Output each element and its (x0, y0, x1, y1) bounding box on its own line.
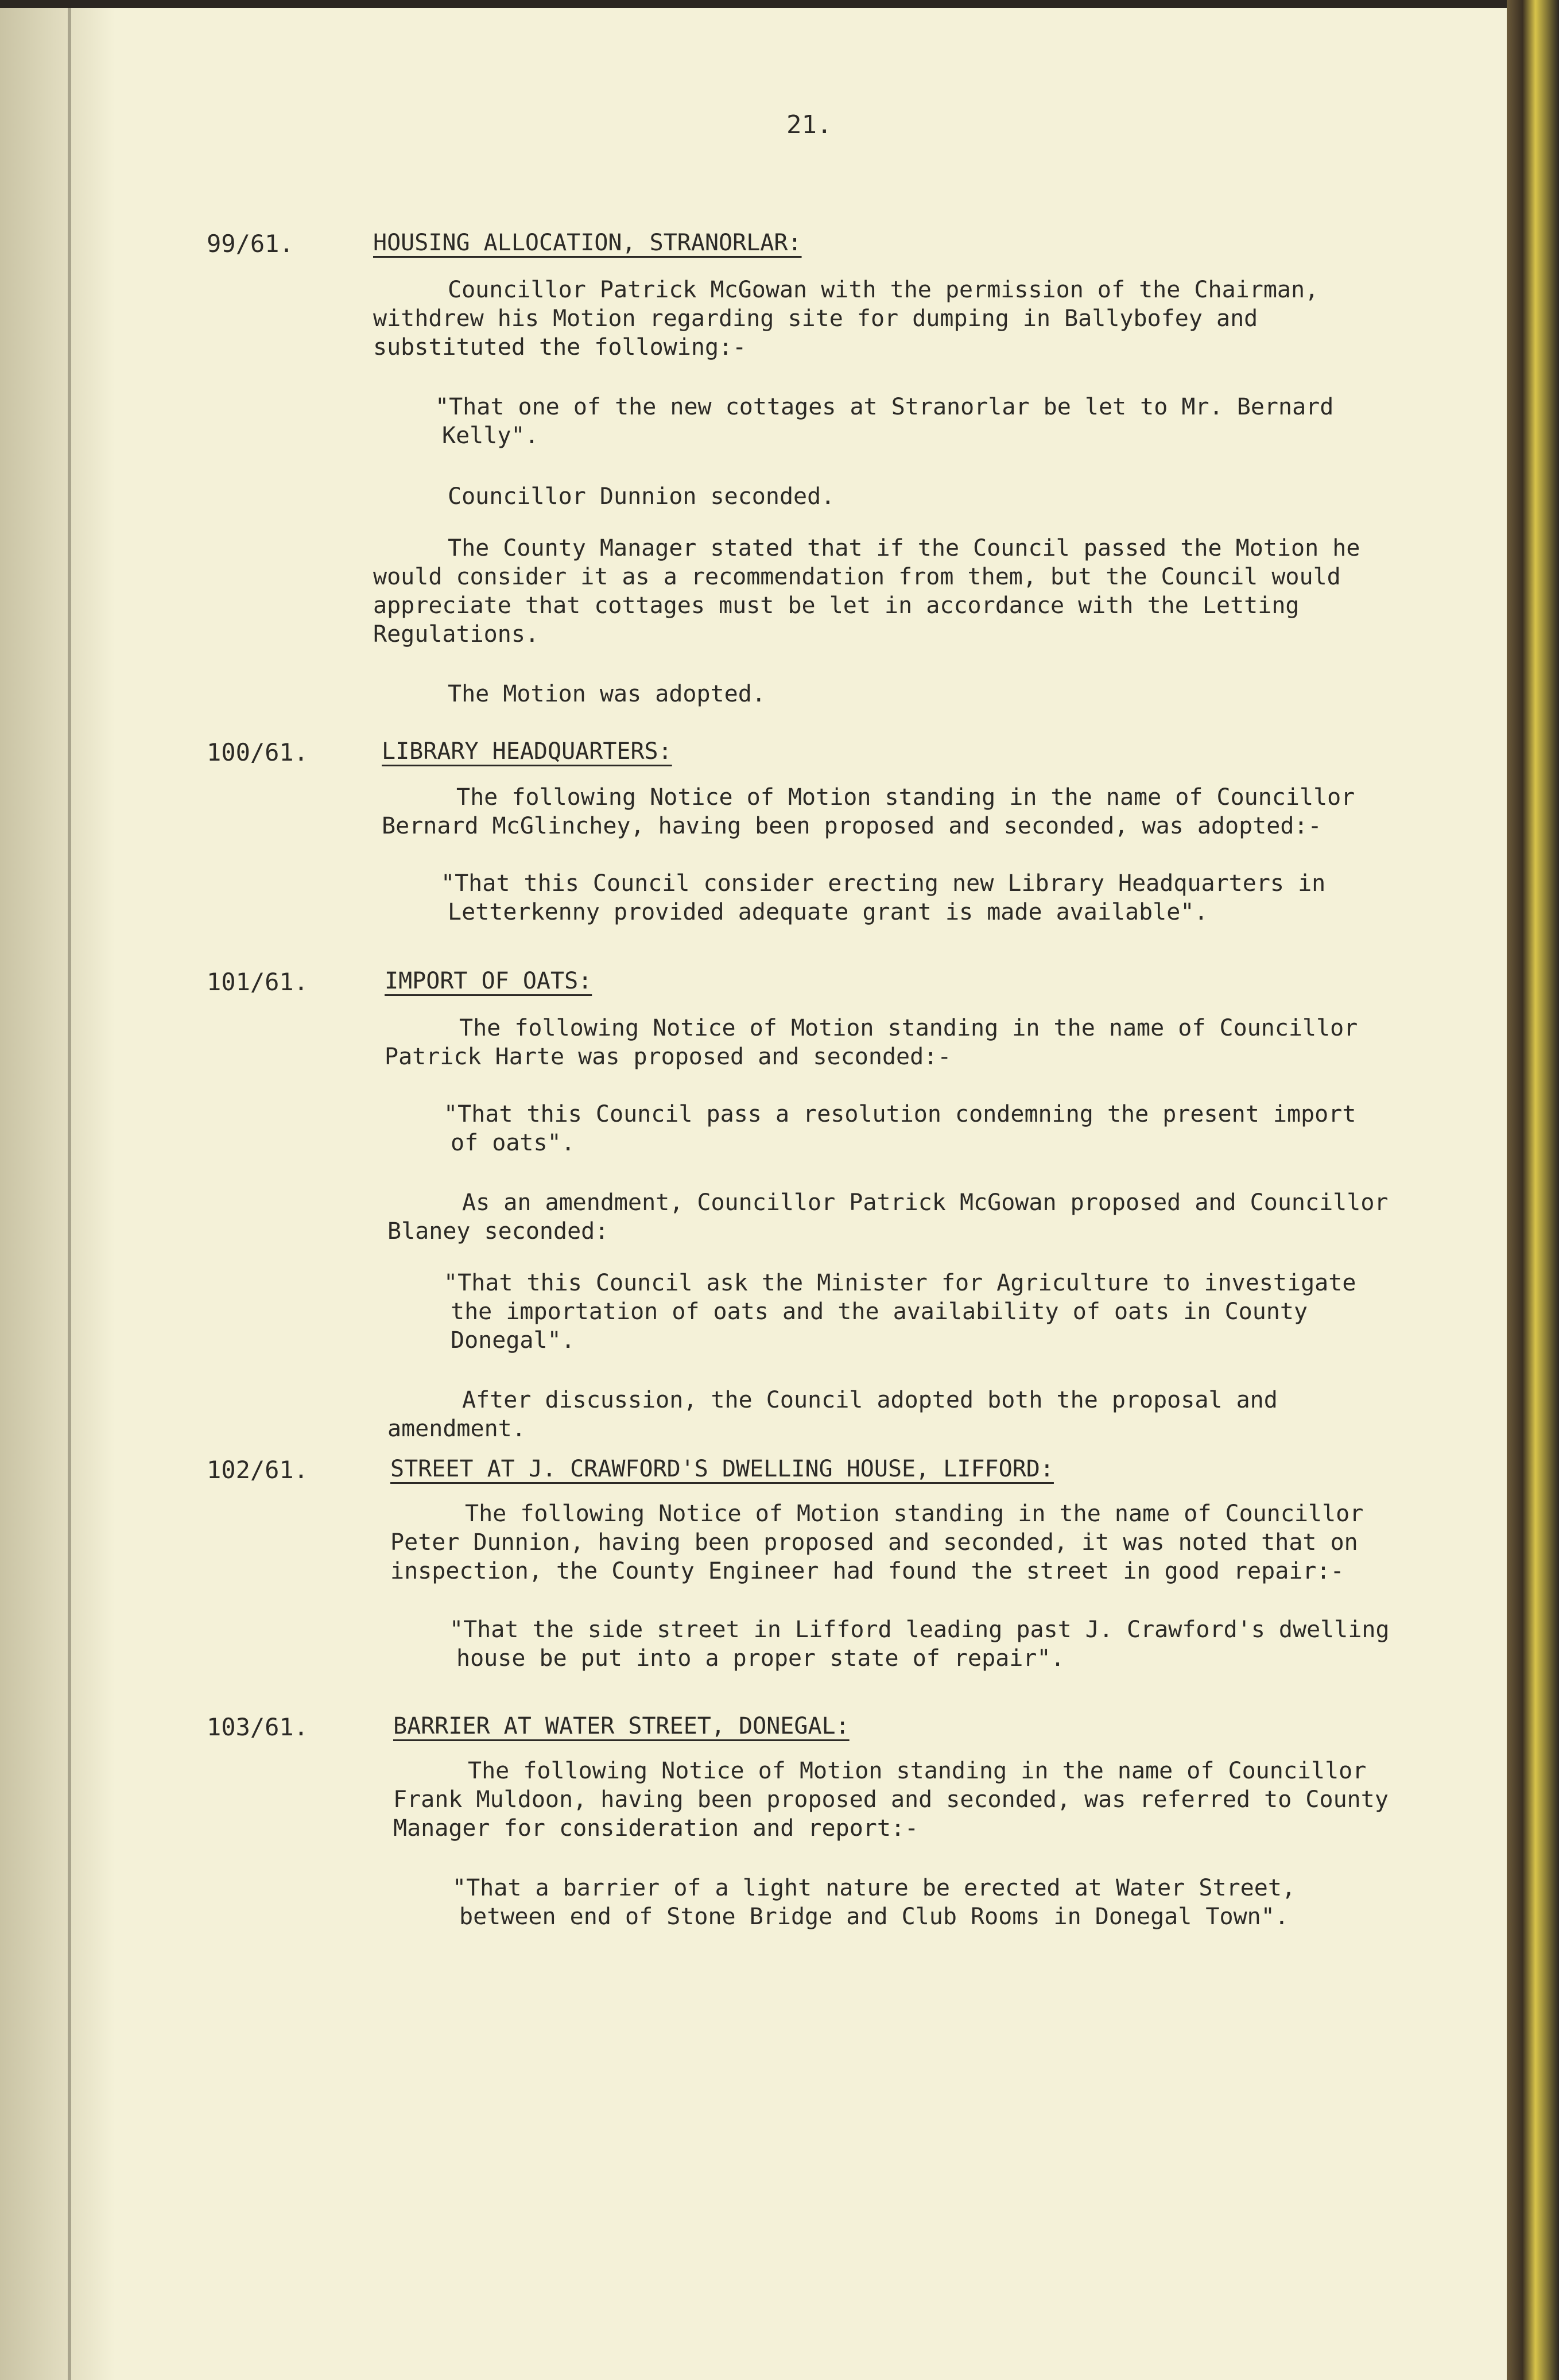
minute-ref: 103/61. (207, 1713, 309, 1741)
minute-heading: HOUSING ALLOCATION, STRANORLAR: (373, 230, 802, 256)
minute-ref: 102/61. (207, 1456, 309, 1484)
minute-paragraph: Councillor Dunnion seconded. (448, 483, 835, 510)
motion-quote: "That this Council pass a resolution condemning the present import of oats". (444, 1101, 1356, 1156)
minute-paragraph: As an amendment, Councillor Patrick McGowan proposed and Councillor Blaney seconded: (387, 1189, 1389, 1245)
book-edge (1507, 0, 1559, 2380)
motion-quote: "That a barrier of a light nature be erected at Water Street, between end of Stone Bridge and Club Rooms in Donegal Town". (452, 1875, 1296, 1930)
minute-paragraph: The following Notice of Motion standing in the name of Councillor Peter Dunnion, having been proposed and seconded, it was noted that on inspection, the County Engineer had found the street in good repair:- (390, 1501, 1364, 1584)
minute-paragraph: After discussion, the Council adopted both the proposal and amendment. (387, 1387, 1278, 1442)
minute-ref: 100/61. (207, 738, 309, 766)
minute-ref: 101/61. (207, 968, 309, 996)
binding-edge (68, 8, 71, 2380)
motion-quote: "That the side street in Lifford leading past J. Crawford's dwelling house be put into a proper state of repair". (449, 1617, 1390, 1672)
minute-ref: 99/61. (207, 230, 294, 258)
minute-paragraph: The County Manager stated that if the Council passed the Motion he would consider it as a recommendation from them, but the Council would appreciate that cottages must be let in accordance with the Letting Regulations. (373, 535, 1360, 648)
binding-shadow (0, 8, 115, 2380)
minute-paragraph: The following Notice of Motion standing in the name of Councillor Frank Muldoon, having been proposed and seconded, was referred to County Manager for consideration and report:- (393, 1758, 1389, 1842)
minute-paragraph: The following Notice of Motion standing in the name of Councillor Bernard McGlinchey, having been proposed and seconded, was adopted:- (382, 784, 1355, 839)
motion-quote: "That this Council consider erecting new Library Headquarters in Letterkenny provided adequate grant is made available". (441, 870, 1326, 925)
minute-heading: IMPORT OF OATS: (385, 968, 592, 994)
minute-paragraph: Councillor Patrick McGowan with the permission of the Chairman, withdrew his Motion regarding site for dumping in Ballybofey and substituted the following:- (373, 277, 1319, 361)
motion-quote: "That one of the new cottages at Stranorlar be let to Mr. Bernard Kelly". (435, 394, 1334, 449)
minute-heading: STREET AT J. CRAWFORD'S DWELLING HOUSE, LIFFORD: (390, 1456, 1054, 1482)
minute-heading: LIBRARY HEADQUARTERS: (382, 738, 672, 765)
minute-paragraph: The Motion was adopted. (448, 681, 766, 707)
minute-heading: BARRIER AT WATER STREET, DONEGAL: (393, 1713, 850, 1739)
minute-paragraph: The following Notice of Motion standing in the name of Councillor Patrick Harte was proposed and seconded:- (385, 1015, 1358, 1070)
page-number: 21. (786, 110, 832, 139)
document-page (0, 8, 1507, 2380)
motion-quote: "That this Council ask the Minister for Agriculture to investigate the importation of oats and the availability of oats in County Donegal". (444, 1270, 1356, 1354)
